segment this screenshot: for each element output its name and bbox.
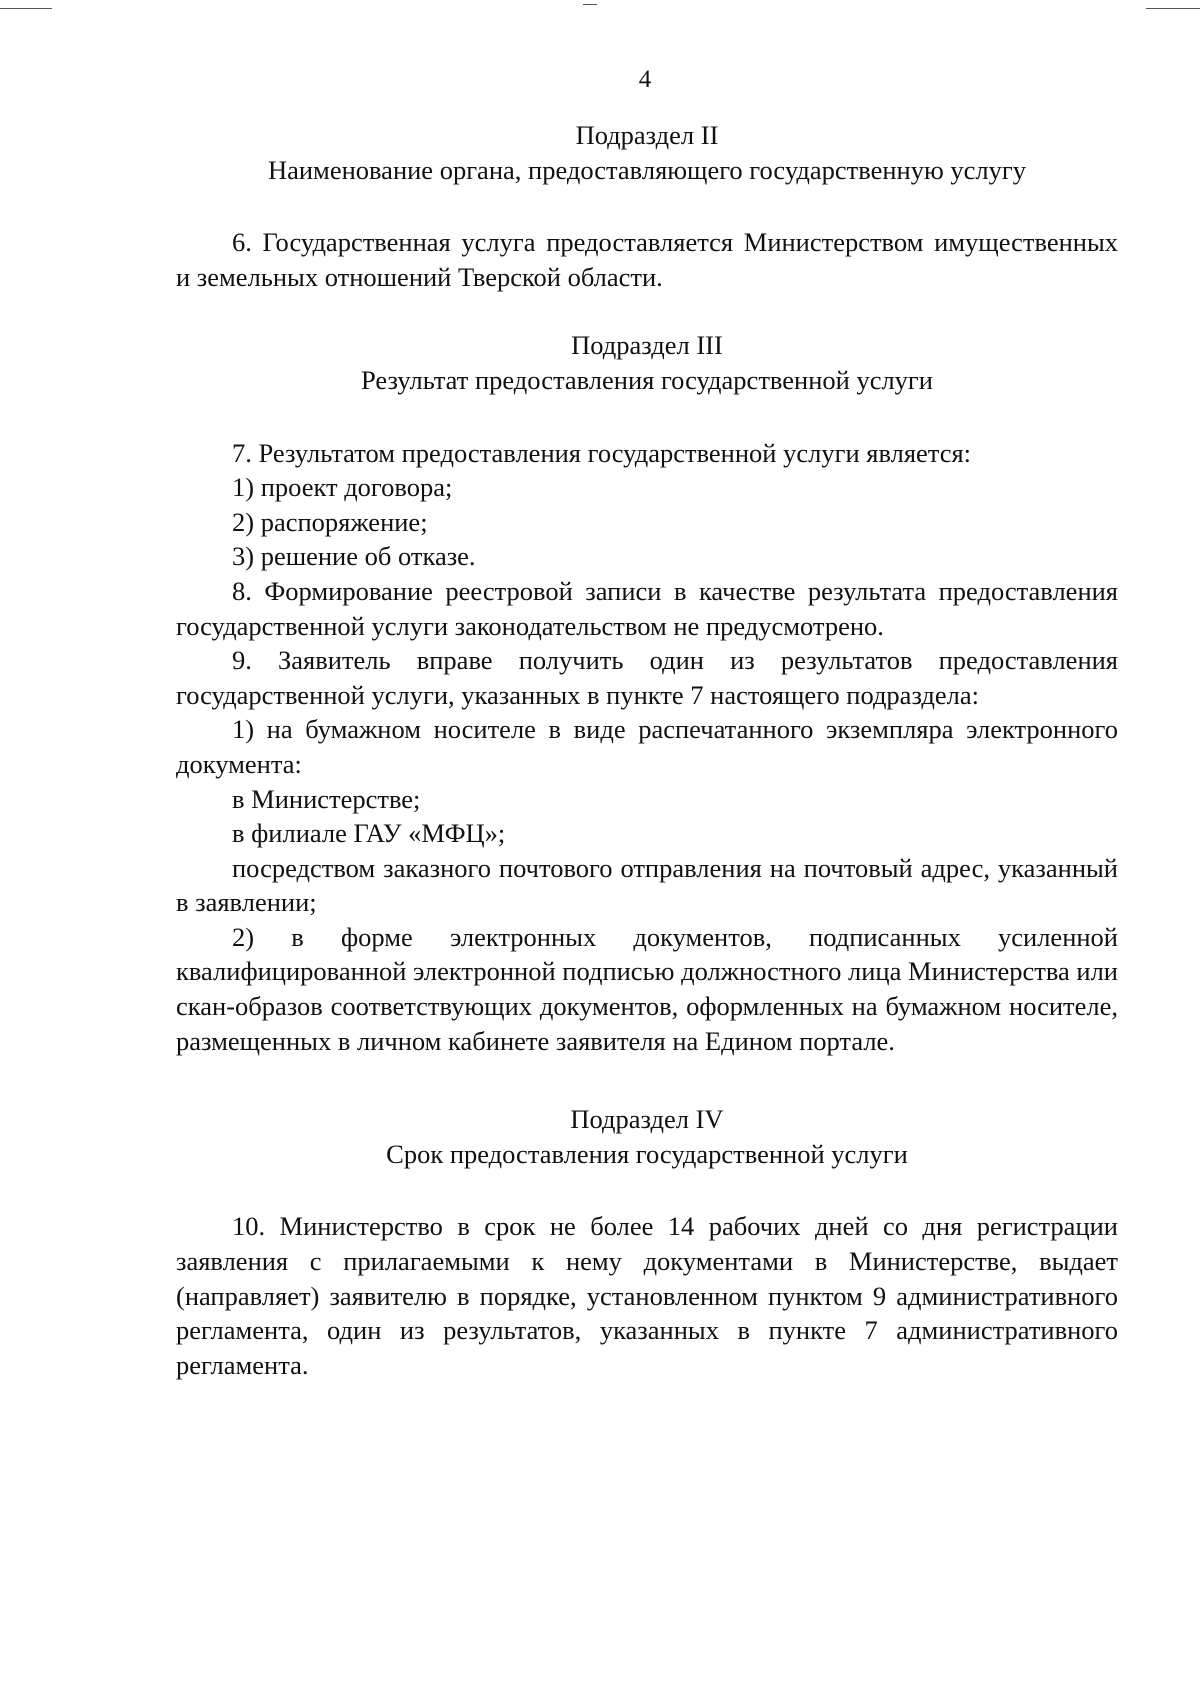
section-heading: Подраздел II	[575, 120, 719, 150]
section-heading: Подраздел IV	[570, 1104, 724, 1135]
section-4	[176, 1102, 1118, 1382]
paragraph: 6. Государственная услуга предоставляется Министерством имущественных и земельных отношений Тверской области.	[176, 227, 1118, 292]
paragraph: 7. Результатом предоставления государственной услуги является:	[232, 437, 972, 468]
paragraph: 1) на бумажном носителе в виде распечатанного экземпляра электронного документа:	[176, 714, 1118, 779]
paragraph: 10. Министерство в срок не более 14 рабочих дней со дня регистрации заявления с прилагаемыми к нему документами в Министерстве, выдает (направляет) заявителю в порядке, установленном пунктом 9 административного регламента, один из результатов, указанных в пункте 7 административного регламента.	[176, 1211, 1118, 1380]
section-title: Срок предоставления государственной услуги	[386, 1138, 908, 1169]
list-item: в Министерстве;	[232, 783, 421, 814]
paragraph: 8. Формирование реестровой записи в качестве результата предоставления государственной услуги законодательством не предусмотрено.	[176, 575, 1118, 641]
section-title: Результат предоставления государственной услуги	[361, 364, 933, 395]
scan-artifact	[583, 4, 597, 5]
section-3	[176, 328, 1118, 1058]
section-title: Наименование органа, предоставляющего государственную услугу	[267, 154, 1027, 185]
list-item: 3) решение об отказе.	[232, 541, 476, 572]
list-item: 1) проект договора;	[232, 472, 453, 503]
list-item: 2) распоряжение;	[232, 506, 428, 537]
scan-artifact	[0, 8, 52, 9]
document-body	[176, 118, 1118, 1382]
section-heading: Подраздел III	[571, 330, 723, 361]
paragraph: 2) в форме электронных документов, подписанных усиленной квалифицированной электронной подписью должностного лица Министерства или скан-образов соответствующих документов, оформленных на бумажном носителе, размещенных в личном кабинете заявителя на Едином портале.	[176, 921, 1118, 1056]
paragraph: 9. Заявитель вправе получить один из результатов предоставления государственной услуги, указанных в пункте 7 настоящего подраздела:	[176, 645, 1118, 710]
section-2	[176, 118, 1118, 294]
page-number: 4	[638, 66, 652, 93]
paragraph: посредством заказного почтового отправления на почтовый адрес, указанный в заявлении;	[176, 852, 1118, 918]
list-item: в филиале ГАУ «МФЦ»;	[232, 818, 506, 849]
scan-artifact	[1146, 8, 1200, 9]
